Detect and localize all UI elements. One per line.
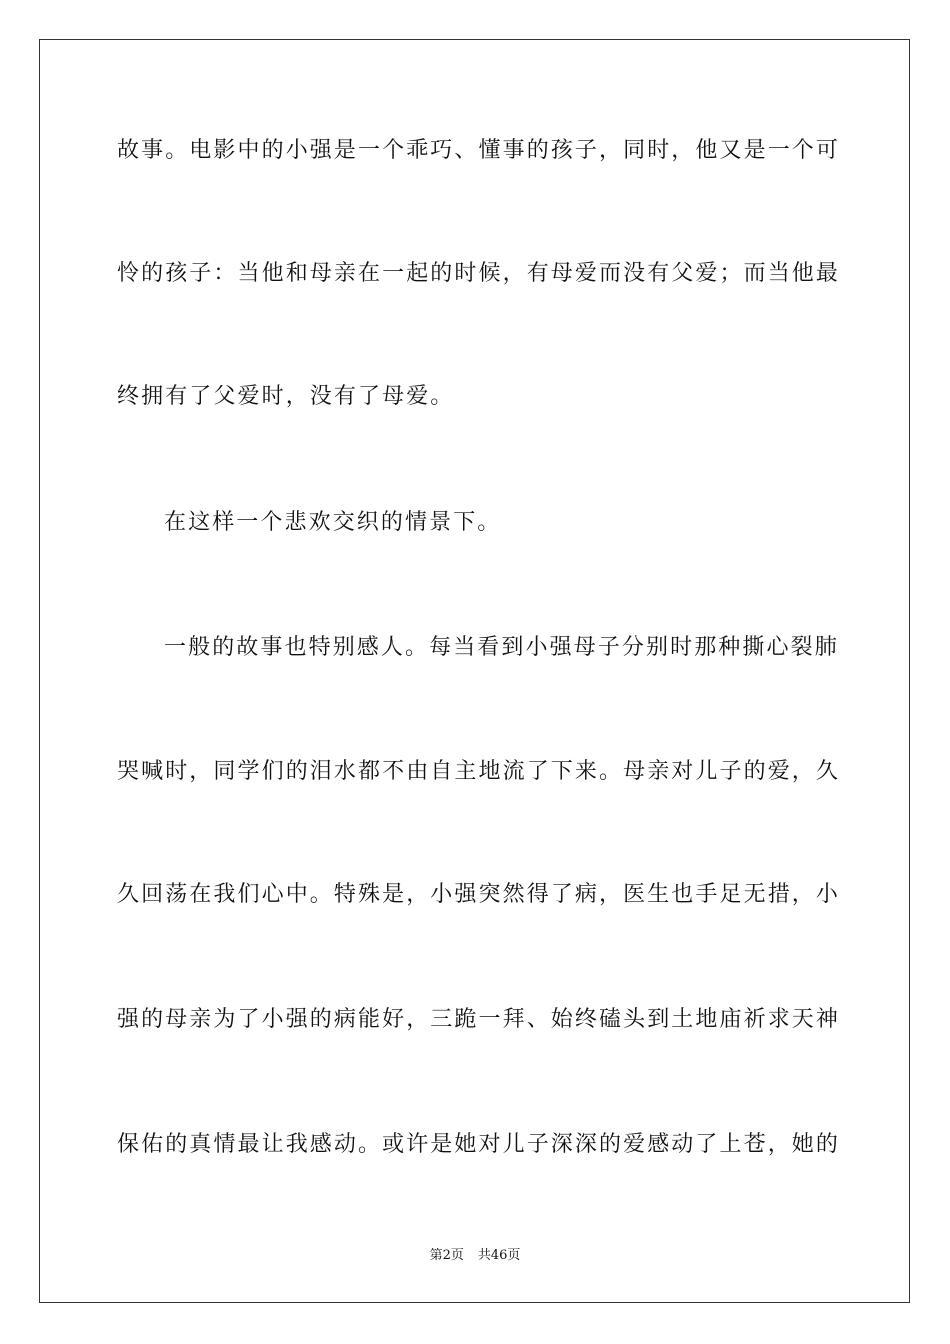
page-number: 第2页: [429, 1248, 464, 1263]
body-text-line: 哭喊时，同学们的泪水都不由自主地流了下来。母亲对儿子的爱，久: [117, 759, 841, 784]
paragraph-text-line: 在这样一个悲欢交织的情景下。: [164, 510, 502, 535]
paragraph-text-line: 一般的故事也特别感人。每当看到小强母子分别时那种撕心裂肺: [164, 635, 839, 660]
body-text-line: 怜的孩子：当他和母亲在一起的时候，有母爱而没有父爱；而当他最: [117, 261, 841, 286]
page-footer: [0, 1247, 950, 1265]
body-text-line: 终拥有了父爱时，没有了母爱。: [117, 384, 455, 409]
page-total: 共46页: [477, 1248, 521, 1263]
body-text-line: 强的母亲为了小强的病能好，三跪一拜、始终磕头到土地庙祈求天神: [117, 1007, 841, 1032]
page-border: [39, 39, 910, 1303]
body-text-line: 保佑的真情最让我感动。或许是她对儿子深深的爱感动了上苍，她的: [117, 1132, 841, 1157]
body-text-line: 久回荡在我们心中。特殊是，小强突然得了病，医生也手足无措，小: [117, 882, 841, 907]
body-text-line: 故事。电影中的小强是一个乖巧、懂事的孩子，同时，他又是一个可: [117, 138, 841, 163]
